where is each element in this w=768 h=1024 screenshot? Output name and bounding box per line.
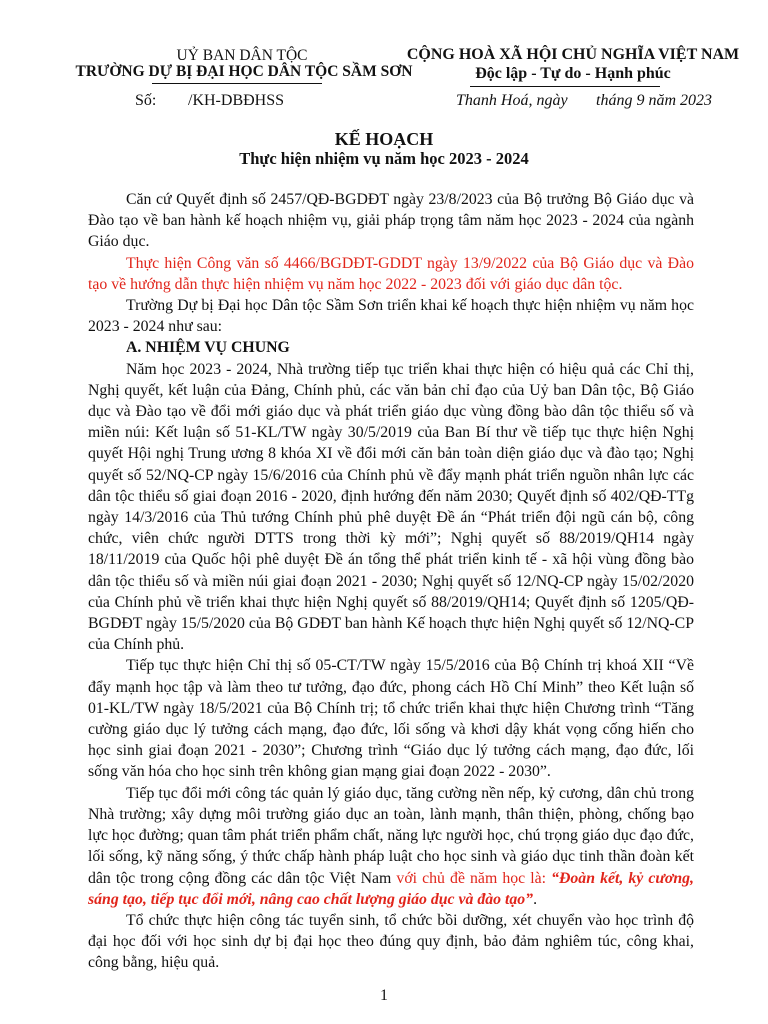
paragraph-management	[88, 783, 694, 910]
paragraph-directive: Tiếp tục thực hiện Chỉ thị số 05-CT/TW ngày 15/5/2016 của Bộ Chính trị khoá XII “Về đẩy mạnh học tập và làm theo tư tưởng, đạo đức, phong cách Hồ Chí Minh” theo Kết luận số 01-KL/TW ngày 18/5/2021 của Bộ Chính trị; tổ chức triển khai thực hiện Chương trình “Tăng cường giáo dục lý tưởng cách mạng, đạo đức, lối sống và khơi dậy khát vọng cống hiến cho học sinh giai đoạn 2021 - 2030”; Chương trình “Giáo dục lý tưởng cách mạng, đạo đức, lối sống văn hóa cho học sinh trên không gian mạng giai đoạn 2022 - 2030”.	[88, 657, 694, 781]
document-body	[88, 189, 694, 974]
section-heading-a: A. NHIỆM VỤ CHUNG	[126, 339, 290, 357]
doc-number-code: /KH-DBĐHSS	[188, 92, 285, 109]
document-subtitle: Thực hiện nhiệm vụ năm học 2023 - 2024	[239, 149, 529, 168]
month-year: tháng 9 năm 2023	[596, 92, 712, 109]
page-number: 1	[380, 987, 388, 1004]
doc-number-label: Số:	[135, 92, 157, 109]
school-name: TRƯỜNG DỰ BỊ ĐẠI HỌC DÂN TỘC SẦM SƠN	[75, 63, 413, 80]
agency-name: UỶ BAN DÂN TỘC	[176, 47, 308, 64]
management-text: Tiếp tục đổi mới công tác quản lý giáo dục, tăng cường nền nếp, kỷ cương, dân chủ trong Nhà trường; xây dựng môi trường giáo dục an toàn, lành mạnh, thân thiện, phòng, chống bạo lực học đường; quan tâm phát triển phẩm chất, năng lực người học, chú trọng giáo dục đạo đức, lối sống, kỹ năng sống, ý thức chấp hành pháp luật cho học sinh và giáo dục tinh thần đoàn kết dân tộc trong cộng đồng các dân tộc Việt Nam	[88, 784, 694, 887]
paragraph-admission: Tổ chức thực hiện công tác tuyển sinh, tổ chức bồi dưỡng, xét chuyển vào học trình độ đại học đối với học sinh dự bị đại học theo đúng quy định, bảo đảm nghiêm túc, công khai, công bằng, hiệu quả.	[88, 911, 694, 972]
paragraph-intro: Trường Dự bị Đại học Dân tộc Sầm Sơn triển khai kế hoạch thực hiện nhiệm vụ năm học 2023 - 2024 như sau:	[88, 297, 694, 336]
place-date: Thanh Hoá, ngày	[456, 92, 568, 109]
theme-period: .	[533, 890, 538, 908]
paragraph-implementation: Thực hiện Công văn số 4466/BGDĐT-GDDT ngày 13/9/2022 của Bộ Giáo dục và Đào tạo về hướng dẫn thực hiện nhiệm vụ năm học 2022 - 2023 đối với giáo dục dân tộc.	[88, 254, 694, 293]
school-name-underline	[152, 83, 322, 84]
paragraph-basis: Căn cứ Quyết định số 2457/QĐ-BGDĐT ngày 23/8/2023 của Bộ trưởng Bộ Giáo dục và Đào tạo về ban hành kế hoạch nhiệm vụ, giải pháp trọng tâm năm học 2023 - 2024 của ngành Giáo dục.	[88, 191, 694, 251]
document-title: KẾ HOẠCH	[334, 129, 434, 149]
school-year-theme: “Đoàn kết, kỷ cương, sáng tạo, tiếp tục đổi mới, nâng cao chất lượng giáo dục và đào tạo”	[88, 869, 694, 908]
national-motto: Độc lập - Tự do - Hạnh phúc	[475, 65, 671, 82]
paragraph-general-tasks: Năm học 2023 - 2024, Nhà trường tiếp tục triển khai thực hiện có hiệu quả các Chỉ thị, Nghị quyết, kết luận của Đảng, Chính phủ, các văn bản chỉ đạo của Uỷ ban Dân tộc, Bộ Giáo dục và Đào tạo về đổi mới giáo dục và phát triển giáo dục vùng đồng bào dân tộc thiểu số và miền núi: Kết luận số 51-KL/TW ngày 30/5/2019 của Ban Bí thư về tiếp tục thực hiện Nghị quyết Hội nghị Trung ương 8 khóa XI về đổi mới căn bản toàn diện giáo dục và đào tạo; Nghị quyết số 52/NQ-CP ngày 15/6/2016 của Chính phủ về đẩy mạnh phát triển nguồn nhân lực các dân tộc thiểu số giai đoạn 2016 - 2020, định hướng đến năm 2030; Quyết định số 402/QĐ-TTg ngày 14/3/2016 của Thủ tướng Chính phủ phê duyệt Đề án “Phát triển đội ngũ cán bộ, công chức, viên chức người DTTS trong thời kỳ mới”; Nghị quyết số 88/2019/QH14 ngày 18/11/2019 của Quốc hội phê duyệt Đề án tổng thể phát triển kinh tế - xã hội vùng đồng bào dân tộc thiểu số và miền núi giai đoạn 2021 - 2030; Nghị quyết số 12/NQ-CP ngày 15/02/2020 của Chính phủ về triển khai thực hiện Nghị quyết số 88/2019/QH14; Quyết định số 1205/QĐ-BGDĐT ngày 15/5/2020 của Bộ GDĐT ban hành Kế hoạch thực hiện Nghị quyết số 12/NQ-CP của Chính phủ.	[88, 360, 694, 654]
theme-intro: với chủ đề năm học là:	[396, 869, 552, 887]
national-title: CỘNG HOÀ XÃ HỘI CHỦ NGHĨA VIỆT NAM	[406, 46, 740, 63]
national-motto-underline	[470, 86, 660, 87]
